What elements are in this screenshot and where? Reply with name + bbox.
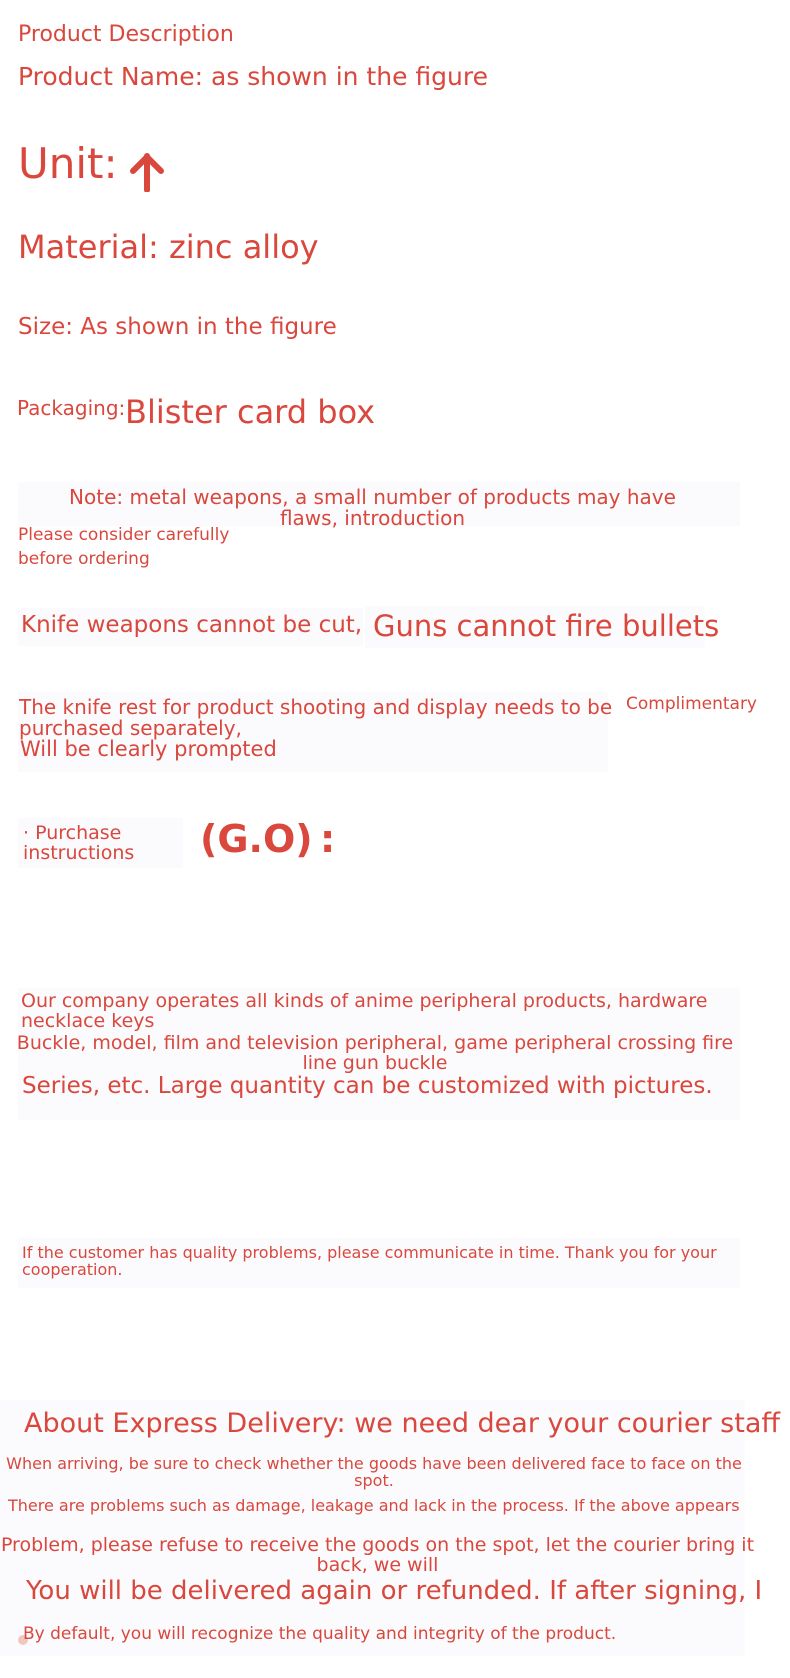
company-line1: Our company operates all kinds of anime peripheral products, hardware necklace keys <box>21 990 708 1032</box>
knife-warning: Knife weapons cannot be cut, <box>21 612 363 638</box>
express-line5: By default, you will recognize the quality and integrity of the product. <box>23 1624 617 1644</box>
go-colon: : <box>320 817 336 861</box>
product-name: Product Name: as shown in the figure <box>18 62 488 91</box>
note-line: Note: metal weapons, a small number of products may have flaws, introduction <box>69 485 676 530</box>
knife-rest-line1: The knife rest for product shooting and display needs to be purchased separately, <box>19 695 613 740</box>
express-line1: When arriving, be sure to check whether the goods have been delivered face to face on the spot. <box>6 1454 742 1490</box>
packaging-label: Packaging: <box>17 396 126 420</box>
material: Material: zinc alloy <box>18 228 319 266</box>
express-line2: There are problems such as damage, leakage and lack in the process. If the above appears <box>8 1496 740 1515</box>
company-line2: Buckle, model, film and television peripheral, game peripheral crossing fire line gun buckle <box>16 1032 734 1074</box>
unit-label: Unit: <box>18 139 118 188</box>
note-consider-2: before ordering <box>18 549 150 569</box>
company-line3: Series, etc. Large quantity can be customized with pictures. <box>22 1073 713 1099</box>
up-arrow-icon <box>128 152 166 192</box>
note-consider-1: Please consider carefully <box>18 525 230 545</box>
purchase-label: · Purchase instructions <box>23 822 135 864</box>
packaging-value: Blister card box <box>125 393 376 431</box>
guns-warning: Guns cannot fire bullets <box>373 609 720 643</box>
express-title: About Express Delivery: we need dear your courier staff <box>24 1408 780 1439</box>
section-title: Product Description <box>18 22 234 47</box>
quality-note: If the customer has quality problems, please communicate in time. Thank you for your cooperation. <box>22 1243 717 1279</box>
size: Size: As shown in the figure <box>18 314 337 340</box>
complimentary: Complimentary <box>626 694 757 714</box>
express-line4: You will be delivered again or refunded. If after signing, I <box>26 1576 763 1606</box>
knife-rest-line2: Will be clearly prompted <box>20 737 277 761</box>
go-label: (G.O) <box>200 817 313 861</box>
express-line3: Problem, please refuse to receive the goods on the spot, let the courier bring it back, we will <box>0 1534 755 1576</box>
